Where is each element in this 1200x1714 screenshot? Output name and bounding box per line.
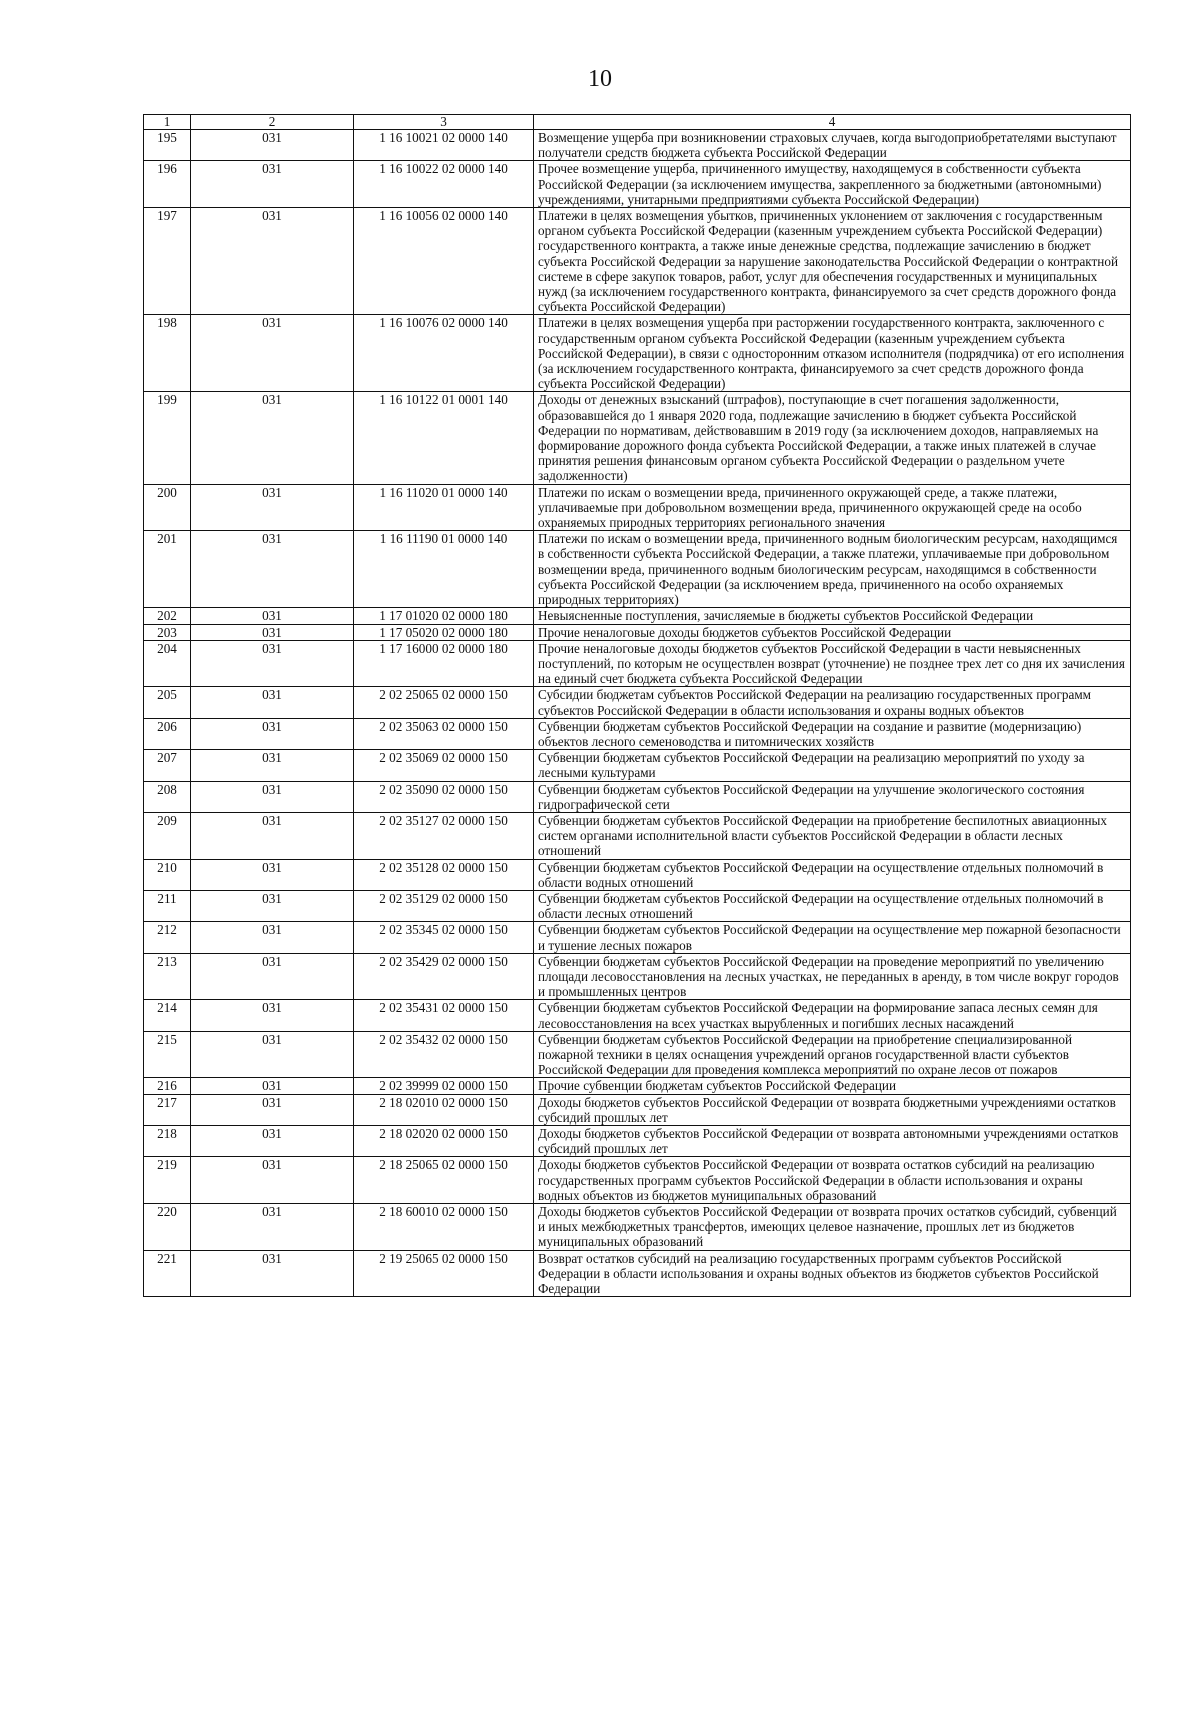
- revenue-description: Субвенции бюджетам субъектов Российской Федерации на осуществление отдельных полномочий в области лесных отношений: [534, 890, 1131, 921]
- revenue-code: 1 17 16000 02 0000 180: [354, 640, 534, 687]
- admin-code: 031: [191, 531, 354, 608]
- revenue-code: 2 18 25065 02 0000 150: [354, 1157, 534, 1204]
- header-col-2: 2: [191, 115, 354, 130]
- admin-code: 031: [191, 890, 354, 921]
- revenue-code: 1 16 10022 02 0000 140: [354, 161, 534, 208]
- revenue-code: 1 16 10056 02 0000 140: [354, 208, 534, 315]
- table-row: [144, 1250, 1131, 1297]
- table-row: [144, 392, 1131, 484]
- row-number: 219: [144, 1157, 191, 1204]
- table-row: [144, 1157, 1131, 1204]
- row-number: 203: [144, 624, 191, 640]
- revenue-code: 2 02 35429 02 0000 150: [354, 953, 534, 1000]
- revenue-description: Доходы бюджетов субъектов Российской Федерации от возврата бюджетными учреждениями остатков субсидий прошлых лет: [534, 1094, 1131, 1125]
- table-row: [144, 1031, 1131, 1078]
- revenue-description: Доходы от денежных взысканий (штрафов), поступающие в счет погашения задолженности, образовавшейся до 1 января 2020 года, подлежащие зачислению в бюджет субъекта Российской Федерации по нормативам, действовавшим в 2019 году (за исключением доходов, направляемых на формирование дорожного фонда субъекта Российской Федерации, а также иных платежей в случае принятия решения финансовым органом субъекта Российской Федерации о раздельном учете задолженности): [534, 392, 1131, 484]
- row-number: 204: [144, 640, 191, 687]
- admin-code: 031: [191, 208, 354, 315]
- revenue-description: Платежи по искам о возмещении вреда, причиненного окружающей среде, а также платежи, уплачиваемые при добровольном возмещении вреда, причиненного окружающей среде на особо охраняемых природных территориях регионального значения: [534, 484, 1131, 531]
- admin-code: 031: [191, 392, 354, 484]
- revenue-code: 2 02 35127 02 0000 150: [354, 812, 534, 859]
- revenue-code: 2 02 39999 02 0000 150: [354, 1078, 534, 1094]
- admin-code: 031: [191, 718, 354, 749]
- admin-code: 031: [191, 781, 354, 812]
- revenue-description: Доходы бюджетов субъектов Российской Федерации от возврата автономными учреждениями остатков субсидий прошлых лет: [534, 1126, 1131, 1157]
- row-number: 221: [144, 1250, 191, 1297]
- admin-code: 031: [191, 953, 354, 1000]
- row-number: 201: [144, 531, 191, 608]
- revenue-code: 1 16 10122 01 0001 140: [354, 392, 534, 484]
- revenue-code: 2 02 35129 02 0000 150: [354, 890, 534, 921]
- revenue-code: 2 02 35345 02 0000 150: [354, 922, 534, 953]
- table-row: [144, 640, 1131, 687]
- row-number: 206: [144, 718, 191, 749]
- table-row: [144, 1126, 1131, 1157]
- revenue-code: 2 18 02020 02 0000 150: [354, 1126, 534, 1157]
- row-number: 205: [144, 687, 191, 718]
- revenue-code: 1 16 10021 02 0000 140: [354, 130, 534, 161]
- revenue-code: 1 17 05020 02 0000 180: [354, 624, 534, 640]
- table-row: [144, 1078, 1131, 1094]
- revenue-description: Платежи в целях возмещения ущерба при расторжении государственного контракта, заключенного с государственным органом субъекта Российской Федерации (казенным учреждением субъекта Российской Федерации), в связи с односторонним отказом исполнителя (подрядчика) от его исполнения (за исключением государственного контракта, финансируемого за счет средств дорожного фонда субъекта Российской Федерации): [534, 315, 1131, 392]
- admin-code: 031: [191, 922, 354, 953]
- revenue-description: Платежи в целях возмещения убытков, причиненных уклонением от заключения с государственным органом субъекта Российской Федерации (казенным учреждением субъекта Российской Федерации) государственного контракта, а также иные денежные средства, подлежащие зачислению в бюджет субъекта Российской Федерации за нарушение законодательства Российской Федерации о контрактной системе в сфере закупок товаров, работ, услуг для обеспечения государственных и муниципальных нужд (за исключением государственного контракта, финансируемого за счет средств дорожного фонда субъекта Российской Федерации): [534, 208, 1131, 315]
- table-row: [144, 531, 1131, 608]
- revenue-code: 2 02 35063 02 0000 150: [354, 718, 534, 749]
- row-number: 217: [144, 1094, 191, 1125]
- revenue-description: Субвенции бюджетам субъектов Российской Федерации на формирование запаса лесных семян для лесовосстановления на всех участках вырубленных и погибших лесных насаждений: [534, 1000, 1131, 1031]
- row-number: 214: [144, 1000, 191, 1031]
- revenue-description: Субвенции бюджетам субъектов Российской Федерации на улучшение экологического состояния гидрографической сети: [534, 781, 1131, 812]
- table-row: [144, 781, 1131, 812]
- revenue-code: 1 17 01020 02 0000 180: [354, 608, 534, 624]
- revenue-code: 2 19 25065 02 0000 150: [354, 1250, 534, 1297]
- admin-code: 031: [191, 315, 354, 392]
- page-number: 10: [588, 66, 612, 92]
- revenue-description: Субвенции бюджетам субъектов Российской Федерации на создание и развитие (модернизацию) объектов лесного семеноводства и питомнических хозяйств: [534, 718, 1131, 749]
- revenue-description: Субвенции бюджетам субъектов Российской Федерации на проведение мероприятий по увеличению площади лесовосстановления на лесных участках, не переданных в аренду, в том числе вокруг городов и промышленных центров: [534, 953, 1131, 1000]
- revenue-code: 2 18 02010 02 0000 150: [354, 1094, 534, 1125]
- admin-code: 031: [191, 1094, 354, 1125]
- admin-code: 031: [191, 1078, 354, 1094]
- row-number: 220: [144, 1204, 191, 1251]
- revenue-code: 1 16 10076 02 0000 140: [354, 315, 534, 392]
- row-number: 207: [144, 750, 191, 781]
- revenue-description: Субсидии бюджетам субъектов Российской Федерации на реализацию государственных программ субъектов Российской Федерации в области использования и охраны водных объектов: [534, 687, 1131, 718]
- admin-code: 031: [191, 812, 354, 859]
- table-row: [144, 1000, 1131, 1031]
- header-col-4: 4: [534, 115, 1131, 130]
- row-number: 197: [144, 208, 191, 315]
- row-number: 215: [144, 1031, 191, 1078]
- row-number: 216: [144, 1078, 191, 1094]
- row-number: 195: [144, 130, 191, 161]
- table-row: [144, 1204, 1131, 1251]
- revenue-description: Доходы бюджетов субъектов Российской Федерации от возврата остатков субсидий на реализацию государственных программ субъектов Российской Федерации в области использования и охраны водных объектов из бюджетов муниципальных образований: [534, 1157, 1131, 1204]
- admin-code: 031: [191, 1157, 354, 1204]
- admin-code: 031: [191, 1126, 354, 1157]
- table-row: [144, 208, 1131, 315]
- revenue-description: Доходы бюджетов субъектов Российской Федерации от возврата прочих остатков субсидий, субвенций и иных межбюджетных трансфертов, имеющих целевое назначение, прошлых лет из бюджетов муниципальных образований: [534, 1204, 1131, 1251]
- row-number: 199: [144, 392, 191, 484]
- table-row: [144, 687, 1131, 718]
- admin-code: 031: [191, 624, 354, 640]
- table-row: [144, 812, 1131, 859]
- table-row: [144, 315, 1131, 392]
- table-row: [144, 608, 1131, 624]
- row-number: 208: [144, 781, 191, 812]
- header-col-3: 3: [354, 115, 534, 130]
- revenue-description: Прочее возмещение ущерба, причиненного имуществу, находящемуся в собственности субъекта Российской Федерации (за исключением имущества, закрепленного за бюджетными (автономными) учреждениями, унитарными предприятиями субъекта Российской Федерации): [534, 161, 1131, 208]
- admin-code: 031: [191, 640, 354, 687]
- revenue-description: Возмещение ущерба при возникновении страховых случаев, когда выгодоприобретателями выступают получатели средств бюджета субъекта Российской Федерации: [534, 130, 1131, 161]
- table-row: [144, 161, 1131, 208]
- table-row: [144, 484, 1131, 531]
- admin-code: 031: [191, 1031, 354, 1078]
- revenue-code: 2 02 35090 02 0000 150: [354, 781, 534, 812]
- header-col-1: 1: [144, 115, 191, 130]
- row-number: 202: [144, 608, 191, 624]
- revenue-description: Прочие неналоговые доходы бюджетов субъектов Российской Федерации в части невыясненных поступлений, по которым не осуществлен возврат (уточнение) не позднее трех лет со дня их зачисления на единый счет бюджета субъекта Российской Федерации: [534, 640, 1131, 687]
- revenue-code: 2 02 35069 02 0000 150: [354, 750, 534, 781]
- admin-code: 031: [191, 1204, 354, 1251]
- revenue-codes-table: [143, 114, 1131, 1297]
- table-row: [144, 750, 1131, 781]
- row-number: 200: [144, 484, 191, 531]
- admin-code: 031: [191, 687, 354, 718]
- revenue-code: 2 18 60010 02 0000 150: [354, 1204, 534, 1251]
- header-row: [144, 115, 1131, 130]
- table-row: [144, 1094, 1131, 1125]
- admin-code: 031: [191, 130, 354, 161]
- row-number: 198: [144, 315, 191, 392]
- row-number: 196: [144, 161, 191, 208]
- table-row: [144, 922, 1131, 953]
- revenue-description: Невыясненные поступления, зачисляемые в бюджеты субъектов Российской Федерации: [534, 608, 1131, 624]
- admin-code: 031: [191, 484, 354, 531]
- revenue-code: 2 02 35432 02 0000 150: [354, 1031, 534, 1078]
- row-number: 209: [144, 812, 191, 859]
- revenue-description: Субвенции бюджетам субъектов Российской Федерации на приобретение беспилотных авиационных систем органами исполнительной власти субъектов Российской Федерации в области лесных отношений: [534, 812, 1131, 859]
- admin-code: 031: [191, 859, 354, 890]
- revenue-code: 1 16 11020 01 0000 140: [354, 484, 534, 531]
- revenue-description: Субвенции бюджетам субъектов Российской Федерации на реализацию мероприятий по уходу за лесными культурами: [534, 750, 1131, 781]
- table-body: [144, 130, 1131, 1297]
- table-row: [144, 890, 1131, 921]
- row-number: 218: [144, 1126, 191, 1157]
- revenue-description: Прочие субвенции бюджетам субъектов Российской Федерации: [534, 1078, 1131, 1094]
- admin-code: 031: [191, 750, 354, 781]
- revenue-code: 2 02 25065 02 0000 150: [354, 687, 534, 718]
- row-number: 210: [144, 859, 191, 890]
- revenue-code: 1 16 11190 01 0000 140: [354, 531, 534, 608]
- revenue-code: 2 02 35128 02 0000 150: [354, 859, 534, 890]
- admin-code: 031: [191, 608, 354, 624]
- table-row: [144, 859, 1131, 890]
- table-row: [144, 130, 1131, 161]
- revenue-description: Субвенции бюджетам субъектов Российской Федерации на осуществление отдельных полномочий в области водных отношений: [534, 859, 1131, 890]
- revenue-description: Платежи по искам о возмещении вреда, причиненного водным биологическим ресурсам, находящимся в собственности субъекта Российской Федерации, а также платежи, уплачиваемые при добровольном возмещении вреда, причиненного водным биологическим ресурсам, находящимся в собственности субъекта Российской Федерации (за исключением вреда, причиненного на особо охраняемых природных территориях): [534, 531, 1131, 608]
- table-row: [144, 718, 1131, 749]
- revenue-code: 2 02 35431 02 0000 150: [354, 1000, 534, 1031]
- revenue-description: Субвенции бюджетам субъектов Российской Федерации на приобретение специализированной пожарной техники в целях оснащения учреждений органов государственной власти субъектов Российской Федерации для проведения комплекса мероприятий по охране лесов от пожаров: [534, 1031, 1131, 1078]
- admin-code: 031: [191, 161, 354, 208]
- row-number: 211: [144, 890, 191, 921]
- table-row: [144, 624, 1131, 640]
- admin-code: 031: [191, 1000, 354, 1031]
- table-row: [144, 953, 1131, 1000]
- row-number: 212: [144, 922, 191, 953]
- admin-code: 031: [191, 1250, 354, 1297]
- row-number: 213: [144, 953, 191, 1000]
- revenue-description: Прочие неналоговые доходы бюджетов субъектов Российской Федерации: [534, 624, 1131, 640]
- revenue-description: Возврат остатков субсидий на реализацию государственных программ субъектов Российской Федерации в области использования и охраны водных объектов из бюджетов субъектов Российской Федерации: [534, 1250, 1131, 1297]
- revenue-description: Субвенции бюджетам субъектов Российской Федерации на осуществление мер пожарной безопасности и тушение лесных пожаров: [534, 922, 1131, 953]
